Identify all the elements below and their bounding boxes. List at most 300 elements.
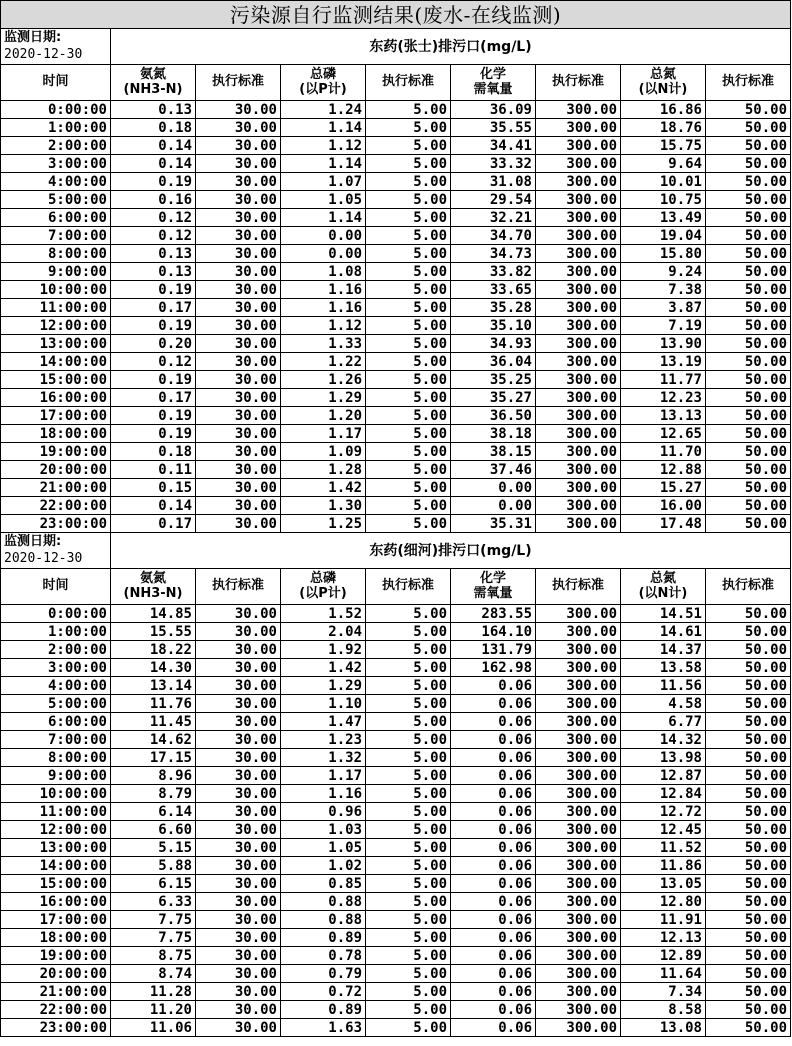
section-header-row <box>1 533 791 569</box>
value-cell: 300.00 <box>536 137 621 155</box>
value-cell: 0.06 <box>451 821 536 839</box>
value-cell: 30.00 <box>196 1019 281 1037</box>
value-cell: 300.00 <box>536 173 621 191</box>
value-cell: 1.26 <box>281 371 366 389</box>
value-cell: 0.17 <box>111 299 196 317</box>
value-cell: 50.00 <box>706 839 791 857</box>
value-cell: 6.14 <box>111 803 196 821</box>
time-cell: 17:00:00 <box>1 911 111 929</box>
value-cell: 300.00 <box>536 209 621 227</box>
column-header-line2: (以N计) <box>638 81 688 97</box>
value-cell: 300.00 <box>536 461 621 479</box>
value-cell: 50.00 <box>706 821 791 839</box>
outlet-name: 东药(张士)排污口(mg/L) <box>111 29 791 65</box>
column-header-line1: 执行标准 <box>381 74 434 90</box>
column-header <box>536 569 621 605</box>
time-cell: 8:00:00 <box>1 749 111 767</box>
value-cell: 300.00 <box>536 929 621 947</box>
value-cell: 34.93 <box>451 335 536 353</box>
value-cell: 1.29 <box>281 389 366 407</box>
value-cell: 50.00 <box>706 263 791 281</box>
column-header-line2: (以N计) <box>638 585 688 601</box>
value-cell: 300.00 <box>536 983 621 1001</box>
column-header-line1: 氨氮 <box>139 570 166 586</box>
value-cell: 30.00 <box>196 659 281 677</box>
value-cell: 300.00 <box>536 965 621 983</box>
column-header <box>281 569 366 605</box>
value-cell: 30.00 <box>196 713 281 731</box>
value-cell: 0.06 <box>451 875 536 893</box>
value-cell: 5.00 <box>366 911 451 929</box>
value-cell: 30.00 <box>196 857 281 875</box>
value-cell: 0.19 <box>111 407 196 425</box>
value-cell: 50.00 <box>706 497 791 515</box>
column-header <box>536 65 621 101</box>
column-header-line1: 总磷 <box>309 570 336 586</box>
table-row <box>1 659 791 677</box>
value-cell: 30.00 <box>196 965 281 983</box>
value-cell: 300.00 <box>536 623 621 641</box>
table-row <box>1 1019 791 1037</box>
column-header <box>451 569 536 605</box>
value-cell: 3.87 <box>621 299 706 317</box>
value-cell: 0.06 <box>451 713 536 731</box>
value-cell: 18.76 <box>621 119 706 137</box>
value-cell: 32.21 <box>451 209 536 227</box>
value-cell: 0.13 <box>111 263 196 281</box>
value-cell: 5.00 <box>366 731 451 749</box>
value-cell: 5.00 <box>366 695 451 713</box>
value-cell: 1.24 <box>281 101 366 119</box>
monitoring-date-value: 2020-12-30 <box>4 46 83 62</box>
value-cell: 12.65 <box>621 425 706 443</box>
value-cell: 0.15 <box>111 479 196 497</box>
time-cell: 14:00:00 <box>1 353 111 371</box>
value-cell: 1.14 <box>281 155 366 173</box>
value-cell: 5.00 <box>366 497 451 515</box>
value-cell: 50.00 <box>706 785 791 803</box>
column-header <box>111 569 196 605</box>
time-cell: 3:00:00 <box>1 155 111 173</box>
monitoring-date-label: 监测日期: <box>4 30 62 46</box>
value-cell: 30.00 <box>196 731 281 749</box>
value-cell: 13.58 <box>621 659 706 677</box>
value-cell: 0.14 <box>111 497 196 515</box>
value-cell: 5.00 <box>366 191 451 209</box>
value-cell: 30.00 <box>196 317 281 335</box>
value-cell: 1.17 <box>281 425 366 443</box>
value-cell: 36.09 <box>451 101 536 119</box>
value-cell: 14.85 <box>111 605 196 623</box>
value-cell: 1.28 <box>281 461 366 479</box>
column-header <box>196 65 281 101</box>
time-cell: 15:00:00 <box>1 875 111 893</box>
value-cell: 300.00 <box>536 821 621 839</box>
time-cell: 14:00:00 <box>1 857 111 875</box>
value-cell: 8.58 <box>621 1001 706 1019</box>
value-cell: 1.03 <box>281 821 366 839</box>
value-cell: 50.00 <box>706 461 791 479</box>
value-cell: 300.00 <box>536 335 621 353</box>
value-cell: 300.00 <box>536 731 621 749</box>
table-row <box>1 155 791 173</box>
value-cell: 0.06 <box>451 785 536 803</box>
time-cell: 3:00:00 <box>1 659 111 677</box>
column-header-line1: 执行标准 <box>551 578 604 594</box>
value-cell: 50.00 <box>706 713 791 731</box>
value-cell: 0.19 <box>111 425 196 443</box>
value-cell: 30.00 <box>196 425 281 443</box>
value-cell: 11.28 <box>111 983 196 1001</box>
value-cell: 50.00 <box>706 119 791 137</box>
time-cell: 1:00:00 <box>1 119 111 137</box>
table-row <box>1 929 791 947</box>
value-cell: 50.00 <box>706 803 791 821</box>
time-cell: 2:00:00 <box>1 137 111 155</box>
time-cell: 9:00:00 <box>1 767 111 785</box>
value-cell: 50.00 <box>706 695 791 713</box>
value-cell: 34.41 <box>451 137 536 155</box>
value-cell: 300.00 <box>536 695 621 713</box>
value-cell: 17.15 <box>111 749 196 767</box>
value-cell: 34.70 <box>451 227 536 245</box>
value-cell: 1.17 <box>281 767 366 785</box>
value-cell: 5.00 <box>366 245 451 263</box>
value-cell: 12.84 <box>621 785 706 803</box>
report-title-row <box>1 1 791 29</box>
time-cell: 17:00:00 <box>1 407 111 425</box>
value-cell: 13.13 <box>621 407 706 425</box>
value-cell: 7.75 <box>111 929 196 947</box>
value-cell: 1.63 <box>281 1019 366 1037</box>
column-header-line1: 执行标准 <box>381 578 434 594</box>
value-cell: 0.88 <box>281 893 366 911</box>
value-cell: 5.00 <box>366 173 451 191</box>
value-cell: 0.06 <box>451 677 536 695</box>
value-cell: 34.73 <box>451 245 536 263</box>
value-cell: 5.00 <box>366 983 451 1001</box>
value-cell: 30.00 <box>196 623 281 641</box>
value-cell: 0.12 <box>111 227 196 245</box>
value-cell: 300.00 <box>536 749 621 767</box>
column-header <box>196 569 281 605</box>
time-cell: 22:00:00 <box>1 497 111 515</box>
value-cell: 5.00 <box>366 767 451 785</box>
value-cell: 0.06 <box>451 749 536 767</box>
value-cell: 30.00 <box>196 407 281 425</box>
value-cell: 5.00 <box>366 263 451 281</box>
value-cell: 5.00 <box>366 101 451 119</box>
value-cell: 5.00 <box>366 155 451 173</box>
value-cell: 30.00 <box>196 461 281 479</box>
value-cell: 36.50 <box>451 407 536 425</box>
value-cell: 5.00 <box>366 479 451 497</box>
table-row <box>1 677 791 695</box>
value-cell: 38.18 <box>451 425 536 443</box>
value-cell: 300.00 <box>536 317 621 335</box>
value-cell: 11.20 <box>111 1001 196 1019</box>
time-cell: 23:00:00 <box>1 515 111 533</box>
value-cell: 30.00 <box>196 821 281 839</box>
value-cell: 5.00 <box>366 677 451 695</box>
value-cell: 30.00 <box>196 227 281 245</box>
table-row <box>1 965 791 983</box>
table-row <box>1 749 791 767</box>
value-cell: 33.65 <box>451 281 536 299</box>
value-cell: 300.00 <box>536 371 621 389</box>
value-cell: 0.89 <box>281 1001 366 1019</box>
column-header-line1: 时间 <box>42 74 69 90</box>
value-cell: 1.32 <box>281 749 366 767</box>
value-cell: 5.00 <box>366 1001 451 1019</box>
table-row <box>1 281 791 299</box>
value-cell: 5.00 <box>366 749 451 767</box>
table-row <box>1 335 791 353</box>
value-cell: 50.00 <box>706 317 791 335</box>
time-cell: 5:00:00 <box>1 695 111 713</box>
value-cell: 31.08 <box>451 173 536 191</box>
table-row <box>1 479 791 497</box>
column-header-row <box>1 65 791 101</box>
value-cell: 1.92 <box>281 641 366 659</box>
table-row <box>1 713 791 731</box>
time-cell: 10:00:00 <box>1 785 111 803</box>
time-cell: 18:00:00 <box>1 425 111 443</box>
value-cell: 13.98 <box>621 749 706 767</box>
value-cell: 5.00 <box>366 281 451 299</box>
column-header <box>621 65 706 101</box>
value-cell: 0.79 <box>281 965 366 983</box>
value-cell: 30.00 <box>196 281 281 299</box>
value-cell: 12.23 <box>621 389 706 407</box>
time-cell: 1:00:00 <box>1 623 111 641</box>
value-cell: 14.32 <box>621 731 706 749</box>
table-row <box>1 605 791 623</box>
time-cell: 5:00:00 <box>1 191 111 209</box>
value-cell: 30.00 <box>196 515 281 533</box>
value-cell: 1.22 <box>281 353 366 371</box>
value-cell: 50.00 <box>706 335 791 353</box>
table-row <box>1 137 791 155</box>
value-cell: 0.17 <box>111 515 196 533</box>
value-cell: 1.25 <box>281 515 366 533</box>
value-cell: 30.00 <box>196 155 281 173</box>
value-cell: 0.12 <box>111 353 196 371</box>
column-header-line1: 时间 <box>42 578 69 594</box>
value-cell: 50.00 <box>706 965 791 983</box>
value-cell: 5.00 <box>366 371 451 389</box>
table-row <box>1 317 791 335</box>
column-header <box>706 65 791 101</box>
table-row <box>1 785 791 803</box>
value-cell: 8.79 <box>111 785 196 803</box>
time-cell: 2:00:00 <box>1 641 111 659</box>
value-cell: 5.00 <box>366 821 451 839</box>
value-cell: 300.00 <box>536 407 621 425</box>
value-cell: 50.00 <box>706 659 791 677</box>
value-cell: 1.29 <box>281 677 366 695</box>
value-cell: 5.00 <box>366 641 451 659</box>
value-cell: 300.00 <box>536 155 621 173</box>
value-cell: 30.00 <box>196 497 281 515</box>
time-cell: 15:00:00 <box>1 371 111 389</box>
value-cell: 162.98 <box>451 659 536 677</box>
value-cell: 0.18 <box>111 443 196 461</box>
time-cell: 4:00:00 <box>1 677 111 695</box>
value-cell: 30.00 <box>196 983 281 1001</box>
value-cell: 12.80 <box>621 893 706 911</box>
table-row <box>1 983 791 1001</box>
value-cell: 1.16 <box>281 299 366 317</box>
value-cell: 13.08 <box>621 1019 706 1037</box>
value-cell: 1.20 <box>281 407 366 425</box>
value-cell: 30.00 <box>196 137 281 155</box>
value-cell: 0.17 <box>111 389 196 407</box>
table-row <box>1 695 791 713</box>
value-cell: 1.30 <box>281 497 366 515</box>
value-cell: 300.00 <box>536 893 621 911</box>
time-cell: 18:00:00 <box>1 929 111 947</box>
table-row <box>1 839 791 857</box>
value-cell: 50.00 <box>706 227 791 245</box>
value-cell: 131.79 <box>451 641 536 659</box>
value-cell: 50.00 <box>706 389 791 407</box>
value-cell: 50.00 <box>706 191 791 209</box>
table-row <box>1 371 791 389</box>
value-cell: 300.00 <box>536 281 621 299</box>
time-cell: 13:00:00 <box>1 839 111 857</box>
time-cell: 10:00:00 <box>1 281 111 299</box>
table-row <box>1 245 791 263</box>
value-cell: 30.00 <box>196 209 281 227</box>
value-cell: 14.61 <box>621 623 706 641</box>
column-header-line2: (以P计) <box>299 81 347 97</box>
value-cell: 1.10 <box>281 695 366 713</box>
value-cell: 5.00 <box>366 929 451 947</box>
value-cell: 14.30 <box>111 659 196 677</box>
value-cell: 0.20 <box>111 335 196 353</box>
value-cell: 0.06 <box>451 857 536 875</box>
value-cell: 5.00 <box>366 119 451 137</box>
column-header-line1: 氨氮 <box>139 66 166 82</box>
value-cell: 6.77 <box>621 713 706 731</box>
value-cell: 9.64 <box>621 155 706 173</box>
value-cell: 30.00 <box>196 767 281 785</box>
time-cell: 20:00:00 <box>1 965 111 983</box>
time-cell: 7:00:00 <box>1 731 111 749</box>
value-cell: 0.19 <box>111 281 196 299</box>
value-cell: 300.00 <box>536 389 621 407</box>
value-cell: 30.00 <box>196 785 281 803</box>
value-cell: 300.00 <box>536 839 621 857</box>
time-cell: 20:00:00 <box>1 461 111 479</box>
time-cell: 21:00:00 <box>1 479 111 497</box>
value-cell: 30.00 <box>196 605 281 623</box>
value-cell: 18.22 <box>111 641 196 659</box>
value-cell: 50.00 <box>706 443 791 461</box>
monitoring-date-cell <box>1 29 111 65</box>
value-cell: 2.04 <box>281 623 366 641</box>
column-header-line1: 执行标准 <box>551 74 604 90</box>
value-cell: 5.00 <box>366 407 451 425</box>
value-cell: 1.12 <box>281 137 366 155</box>
value-cell: 300.00 <box>536 911 621 929</box>
table-row <box>1 299 791 317</box>
value-cell: 16.00 <box>621 497 706 515</box>
value-cell: 30.00 <box>196 803 281 821</box>
value-cell: 0.19 <box>111 317 196 335</box>
table-row <box>1 623 791 641</box>
value-cell: 5.88 <box>111 857 196 875</box>
value-cell: 0.06 <box>451 947 536 965</box>
value-cell: 300.00 <box>536 713 621 731</box>
value-cell: 11.56 <box>621 677 706 695</box>
time-cell: 4:00:00 <box>1 173 111 191</box>
value-cell: 13.05 <box>621 875 706 893</box>
value-cell: 0.00 <box>281 245 366 263</box>
time-cell: 16:00:00 <box>1 389 111 407</box>
column-header-line2: (NH3-N) <box>123 585 183 601</box>
value-cell: 0.00 <box>281 227 366 245</box>
table-row <box>1 821 791 839</box>
value-cell: 30.00 <box>196 335 281 353</box>
value-cell: 50.00 <box>706 371 791 389</box>
table-row <box>1 119 791 137</box>
value-cell: 0.06 <box>451 911 536 929</box>
value-cell: 0.06 <box>451 965 536 983</box>
value-cell: 50.00 <box>706 677 791 695</box>
time-cell: 6:00:00 <box>1 209 111 227</box>
value-cell: 5.00 <box>366 137 451 155</box>
column-header-line1: 执行标准 <box>211 578 264 594</box>
value-cell: 1.09 <box>281 443 366 461</box>
value-cell: 33.82 <box>451 263 536 281</box>
time-cell: 6:00:00 <box>1 713 111 731</box>
value-cell: 5.00 <box>366 965 451 983</box>
value-cell: 30.00 <box>196 893 281 911</box>
value-cell: 50.00 <box>706 947 791 965</box>
value-cell: 300.00 <box>536 605 621 623</box>
value-cell: 11.64 <box>621 965 706 983</box>
value-cell: 5.00 <box>366 1019 451 1037</box>
value-cell: 30.00 <box>196 695 281 713</box>
time-cell: 21:00:00 <box>1 983 111 1001</box>
table-row <box>1 731 791 749</box>
value-cell: 50.00 <box>706 353 791 371</box>
value-cell: 16.86 <box>621 101 706 119</box>
value-cell: 50.00 <box>706 641 791 659</box>
value-cell: 300.00 <box>536 191 621 209</box>
value-cell: 0.14 <box>111 137 196 155</box>
value-cell: 50.00 <box>706 407 791 425</box>
value-cell: 12.88 <box>621 461 706 479</box>
time-cell: 11:00:00 <box>1 803 111 821</box>
value-cell: 5.15 <box>111 839 196 857</box>
value-cell: 7.34 <box>621 983 706 1001</box>
report-title: 污染源自行监测结果(废水-在线监测) <box>1 1 791 29</box>
value-cell: 1.16 <box>281 785 366 803</box>
value-cell: 30.00 <box>196 641 281 659</box>
value-cell: 10.01 <box>621 173 706 191</box>
value-cell: 11.70 <box>621 443 706 461</box>
value-cell: 6.15 <box>111 875 196 893</box>
time-cell: 11:00:00 <box>1 299 111 317</box>
value-cell: 5.00 <box>366 857 451 875</box>
value-cell: 11.86 <box>621 857 706 875</box>
table-row <box>1 767 791 785</box>
value-cell: 11.77 <box>621 371 706 389</box>
value-cell: 30.00 <box>196 875 281 893</box>
